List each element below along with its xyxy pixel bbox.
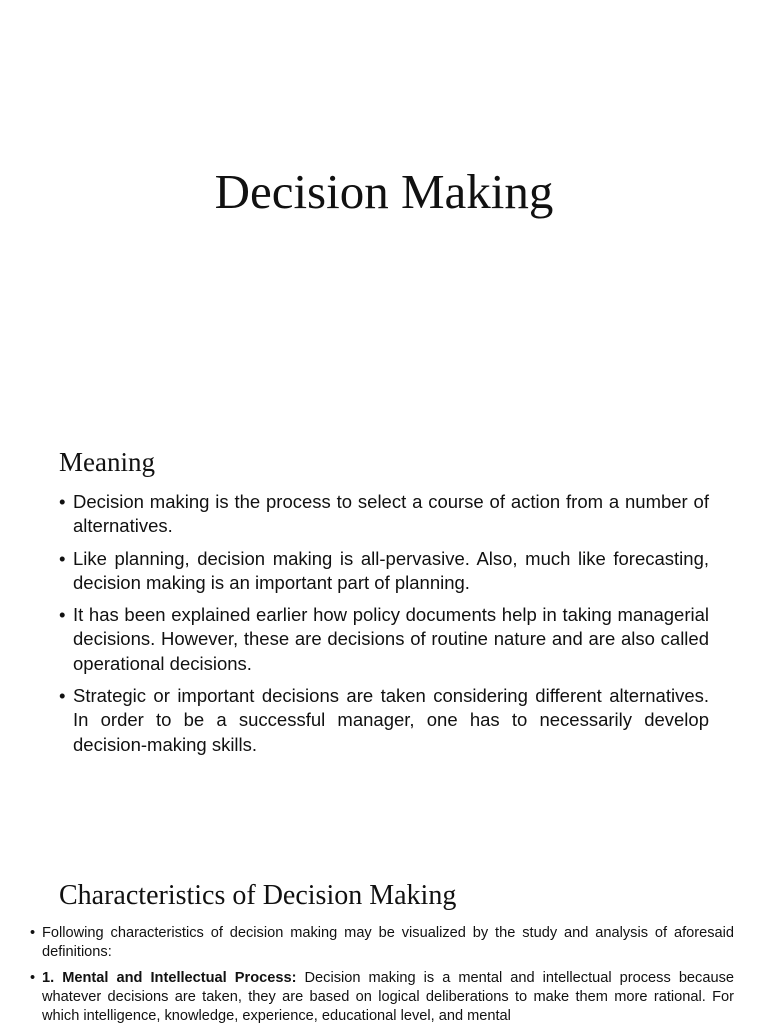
bullet-text: Following characteristics of decision making may be visualized by the study and analysis of aforesaid definitions:: [42, 925, 734, 960]
title-slide: [0, 0, 768, 420]
bullet-text: It has been explained earlier how policy documents help in taking managerial decisions. However, these are decisions of routine nature and are also called operational decisions.: [73, 604, 709, 674]
bullet-icon: •: [59, 604, 66, 626]
bullet-text: Strategic or important decisions are taken considering different alternatives. In order to be a successful manager, one has to necessarily develop decision-making skills.: [73, 685, 709, 755]
list-item: [59, 547, 709, 596]
bullet-icon: •: [59, 491, 66, 512]
list-item: [30, 969, 734, 1024]
characteristics-slide: [0, 864, 768, 1024]
bullet-icon: •: [30, 925, 36, 941]
bullet-list: [59, 490, 709, 765]
bullet-icon: •: [59, 685, 66, 707]
slide-title: Decision Making: [214, 164, 554, 219]
bullet-text: Decision making is the process to select a course of action from a number of alternatives.: [73, 491, 709, 537]
slide-heading: Meaning: [59, 447, 155, 477]
bullet-text: Decision making is a mental and intellectual process because whatever decisions are taken, they are based on logical deliberations to make them more rational. For which intelligence, knowledge, experience, educational level, and mental: [42, 970, 734, 1024]
meaning-slide: [0, 432, 768, 852]
list-item: [59, 490, 709, 539]
list-item: [30, 924, 734, 962]
bullet-lead: 1. Mental and Intellectual Process:: [42, 970, 297, 986]
list-item: [59, 684, 709, 757]
bullet-icon: •: [59, 547, 66, 569]
list-item: [59, 603, 709, 676]
bullet-icon: •: [30, 970, 36, 986]
slide-heading: Characteristics of Decision Making: [59, 880, 457, 911]
bullet-text: Like planning, decision making is all-pervasive. Also, much like forecasting, decision making is an important part of planning.: [73, 547, 709, 593]
bullet-list: [30, 924, 734, 1024]
